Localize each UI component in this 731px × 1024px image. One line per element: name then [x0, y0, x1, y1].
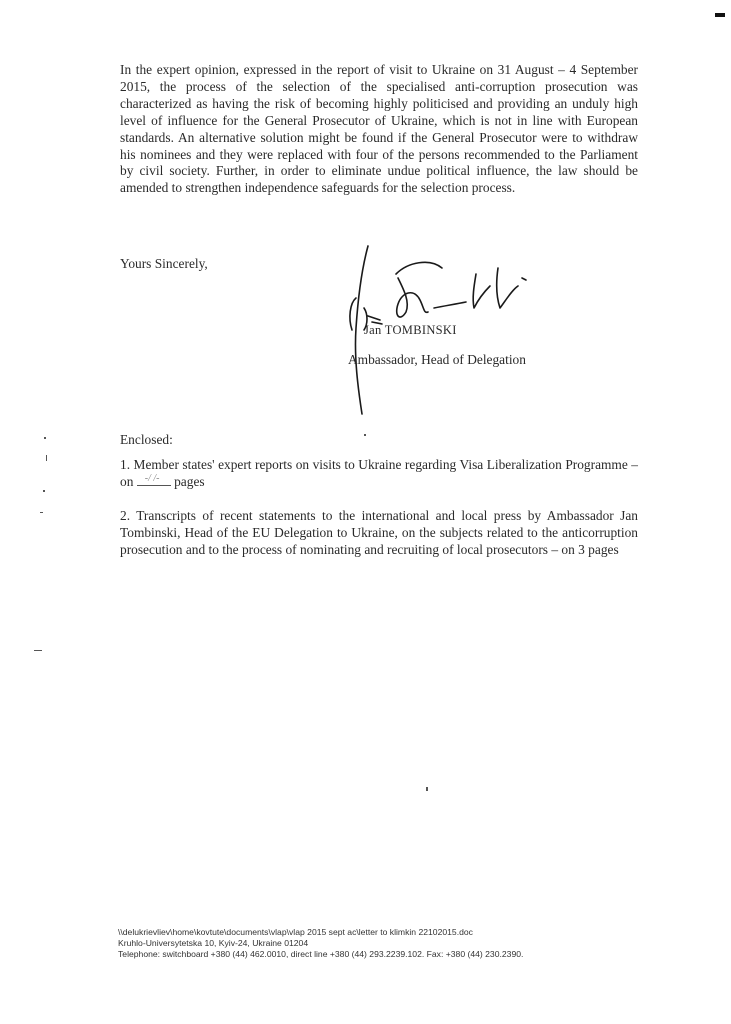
signatory-title: Ambassador, Head of Delegation	[348, 352, 526, 367]
footer-file-path: \\delukrievliev\home\kovtute\documents\vlap\vlap 2015 sept ac\letter to klimkin 22102015.doc	[118, 927, 473, 937]
handwritten-page-count: -/ /-	[137, 475, 171, 486]
footer-telephone: Telephone: switchboard +380 (44) 462.0010, direct line +380 (44) 293.2239.102. Fax: +380 (44) 230.2390.	[118, 949, 524, 959]
scan-speck	[46, 455, 47, 461]
closing-salutation: Yours Sincerely,	[120, 256, 208, 271]
letter-footer	[118, 927, 523, 960]
signatory-name: Jan TOMBINSKI	[364, 323, 457, 337]
scan-speck	[44, 437, 46, 439]
scan-speck	[426, 787, 428, 791]
footer-address: Kruhlo-Universytetska 10, Kyiv-24, Ukraine 01204	[118, 938, 309, 948]
enclosure-item-1-text: 1. Member states' expert reports on visits to Ukraine regarding Visa Liberalization Programme – on	[120, 457, 638, 489]
scan-speck	[43, 490, 45, 492]
scan-speck	[364, 434, 366, 436]
body-paragraph: In the expert opinion, expressed in the report of visit to Ukraine on 31 August – 4 September 2015, the process of the selection of the specialised anti-corruption prosecution was characterized as having the risk of becoming highly politicised and providing an unduly high level of influence for the General Prosecutor of Ukraine, which is not in line with European standards. An alternative solution might be found if the General Prosecutor were to withdraw his nominees and they were replaced with four of the persons recommended to the Parliament by civil society. Further, in order to eliminate undue political influence, the law should be amended to strengthen independence safeguards for the selection process.	[120, 62, 638, 196]
enclosure-item-2: 2. Transcripts of recent statements to the international and local press by Ambassador Jan Tombinski, Head of the EU Delegation to Ukraine, on the subjects related to the anticorruption prosecution and to the process of nominating and recruiting of local prosecutors – on 3 pages	[120, 508, 638, 557]
enclosed-label: Enclosed:	[120, 432, 173, 447]
enclosure-item-1-suffix: pages	[174, 473, 205, 489]
scan-speck	[34, 650, 42, 651]
scan-speck	[40, 512, 43, 513]
enclosure-item-1	[120, 457, 638, 491]
scan-corner-mark	[715, 13, 725, 17]
